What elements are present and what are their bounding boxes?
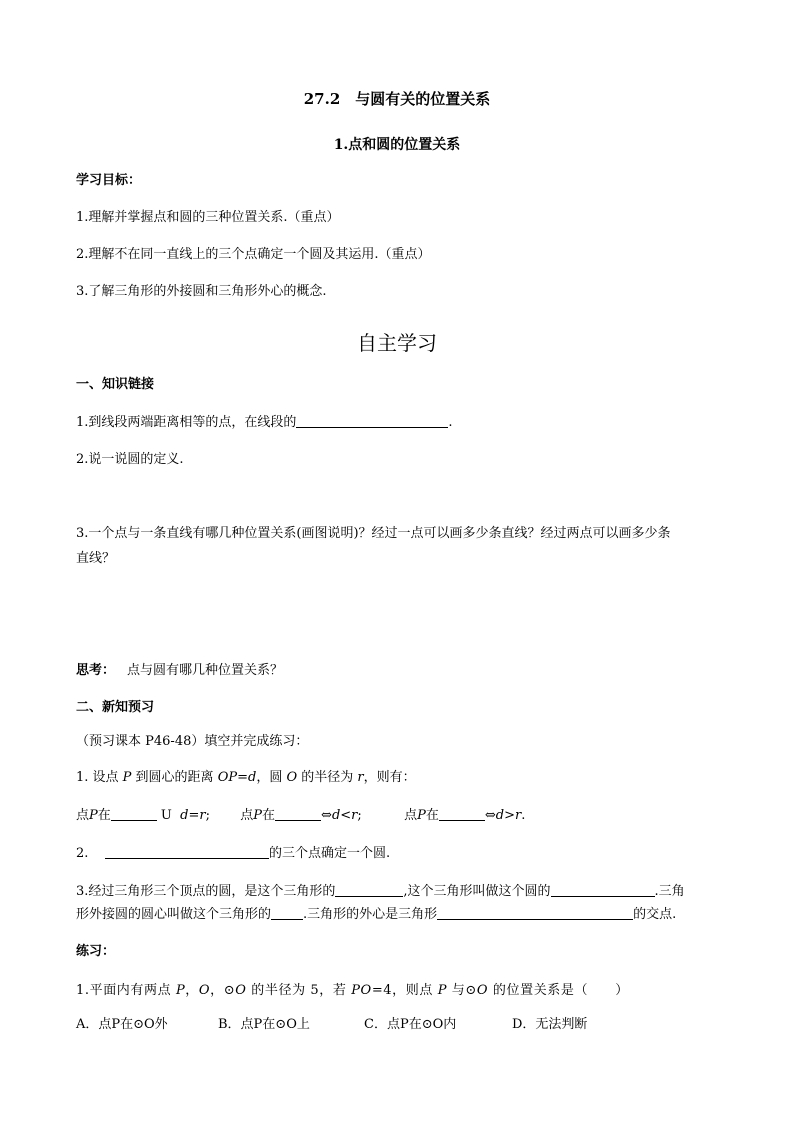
option-d[interactable]: D．无法判断 [512, 1017, 588, 1032]
part2-heading: 二、新知预习 [76, 700, 155, 715]
part1-question-3-line2: 直线？ [76, 551, 116, 566]
position-relations: 点P在 U d=r; 点P在 ⇔d<r; 点P在 ⇔d>r. [76, 808, 526, 823]
objective-item: 1.理解并掌握点和圆的三种位置关系.（重点） [76, 210, 340, 225]
part1-question-3-line1: 3.一个点与一条直线有哪几种位置关系(画图说明)？经过一点可以画多少条直线？经过两点可以画多少条 [76, 526, 671, 541]
part1-question-2: 2.说一说圆的定义. [76, 452, 184, 467]
answer-blank[interactable] [111, 807, 157, 821]
answer-blank[interactable] [439, 807, 485, 821]
objectives-heading: 学习目标： [76, 173, 142, 188]
think-prompt [76, 663, 283, 679]
part1-heading: 一、知识链接 [76, 377, 155, 392]
exercise-question-1: 1.平面内有两点 P，O，⊙O 的半径为 5，若 PO=4，则点 P 与⊙O 的位置关系是（ ） [76, 983, 629, 998]
part2-question-3-line2: 形外接圆的圆心叫做这个三角形的 .三角形的外心是三角形 的交点. [76, 907, 677, 922]
objective-item: 2.理解不在同一直线上的三个点确定一个圆及其运用.（重点） [76, 247, 431, 262]
think-text: 点与圆有哪几种位置关系？ [127, 663, 284, 678]
section-title: 自主学习 [357, 331, 437, 355]
answer-blank[interactable] [271, 906, 303, 920]
objective-item: 3.了解三角形的外接圆和三角形外心的概念. [76, 284, 327, 299]
option-c[interactable]: C．点P在⊙O内 [364, 1017, 457, 1032]
answer-blank[interactable] [437, 906, 633, 920]
answer-blank[interactable] [275, 807, 321, 821]
page-title: 27.2 与圆有关的位置关系 [303, 90, 491, 108]
think-label: 思考： [76, 663, 116, 678]
part1-question-1: 1.到线段两端距离相等的点，在线段的 . [76, 415, 453, 430]
option-a[interactable]: A．点P在⊙O外 [76, 1017, 168, 1032]
answer-blank[interactable] [105, 845, 269, 859]
part2-note: （预习课本 P46-48）填空并完成练习： [76, 734, 309, 749]
answer-blank[interactable] [296, 414, 448, 428]
answer-blank[interactable] [335, 883, 403, 897]
page-subtitle: 1.点和圆的位置关系 [333, 137, 461, 153]
part2-question-2: 2. 的三个点确定一个圆. [76, 846, 391, 861]
answer-blank[interactable] [551, 883, 655, 897]
part2-question-1: 1. 设点 P 到圆心的距离 OP=d，圆 O 的半径为 r，则有： [76, 770, 416, 785]
exercise-heading: 练习： [76, 944, 116, 959]
option-b[interactable]: B．点P在⊙O上 [218, 1017, 310, 1032]
part2-question-3-line1: 3.经过三角形三个顶点的圆，是这个三角形的 ,这个三角形叫做这个圆的 .三角 [76, 884, 685, 899]
